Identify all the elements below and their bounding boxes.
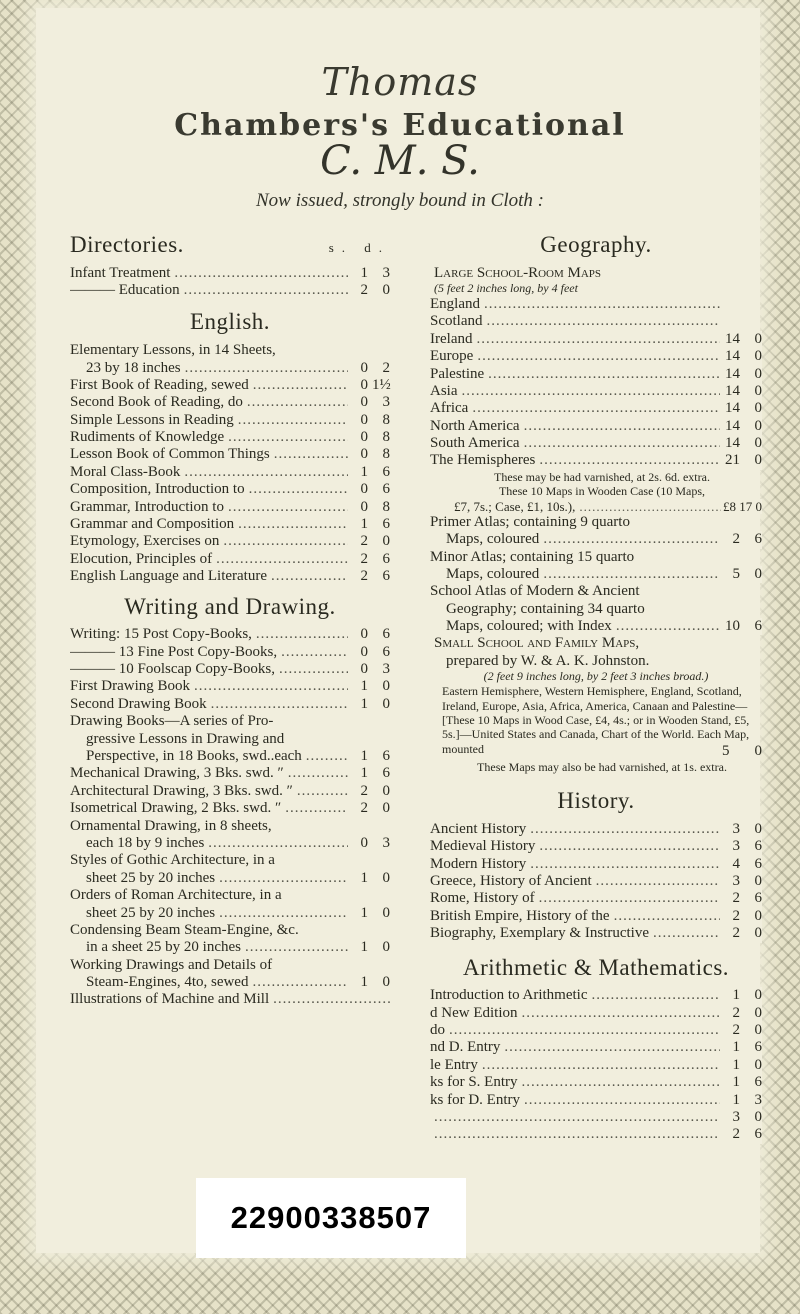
catalogue-entry bbox=[70, 661, 390, 678]
section-title-history: History. bbox=[557, 788, 635, 814]
catalogue-entry bbox=[70, 765, 390, 782]
entry-title: in a sheet 25 by 20 inches bbox=[86, 939, 241, 956]
catalogue-entry bbox=[430, 873, 762, 890]
entry-title: England bbox=[430, 295, 480, 312]
catalogue-entry bbox=[70, 905, 390, 922]
catalogue-entry-line: Minor Atlas; containing 15 quarto bbox=[430, 548, 635, 565]
catalogue-entry bbox=[430, 313, 762, 330]
price-pence: 6 bbox=[754, 1126, 762, 1143]
price-pence: 0 bbox=[382, 974, 390, 991]
price-shillings: 1 bbox=[732, 1056, 740, 1073]
right-column bbox=[430, 230, 762, 1144]
catalogue-entry bbox=[70, 748, 390, 765]
price-pence: 6 bbox=[382, 626, 390, 643]
price-shillings: 14 bbox=[725, 382, 740, 399]
currency-heading: s. d. bbox=[328, 240, 390, 255]
catalogue-entry bbox=[430, 1126, 762, 1143]
entry-title: Biography, Exemplary & Instructive bbox=[430, 925, 649, 942]
entry-title: Modern History bbox=[430, 855, 527, 872]
entry-title: Isometrical Drawing, 2 Bks. swd. ″ bbox=[70, 800, 282, 817]
entry-title: Simple Lessons in Reading bbox=[70, 411, 234, 428]
price-pence: 8 bbox=[382, 429, 390, 446]
catalogue-entry bbox=[430, 383, 762, 400]
price-shillings: 14 bbox=[725, 365, 740, 382]
section-title-english: English. bbox=[189, 309, 271, 335]
directories-list bbox=[70, 265, 390, 300]
entry-title: Grammar, Introduction to bbox=[70, 498, 224, 515]
catalogue-entry-line: Drawing Books—A series of Pro- bbox=[70, 713, 274, 730]
entry-title: Introduction to Arithmetic bbox=[430, 987, 588, 1004]
entry-title: First Book of Reading, sewed bbox=[70, 376, 249, 393]
entry-title: each 18 by 9 inches bbox=[86, 834, 205, 851]
price-pence: 0 bbox=[754, 987, 762, 1004]
entry-title: Greece, History of Ancient bbox=[430, 872, 592, 889]
catalogue-entry bbox=[430, 348, 762, 365]
handwritten-scribble: C. M. S. bbox=[320, 138, 480, 184]
catalogue-entry bbox=[430, 1057, 762, 1074]
price-pence: 0 bbox=[754, 452, 762, 469]
case-price-row bbox=[430, 499, 762, 514]
price-shillings: 0 bbox=[360, 376, 368, 393]
price-shillings: 14 bbox=[725, 417, 740, 434]
large-maps-list bbox=[430, 296, 762, 470]
catalogue-entry-line: School Atlas of Modern & Ancient bbox=[430, 583, 640, 600]
price-shillings: 2 bbox=[360, 282, 368, 299]
catalogue-entry bbox=[430, 618, 762, 635]
catalogue-entry-line: Elementary Lessons, in 14 Sheets, bbox=[70, 342, 276, 359]
price-shillings: 0 bbox=[360, 411, 368, 428]
catalogue-entry bbox=[70, 551, 390, 568]
entry-title: Second Drawing Book bbox=[70, 695, 207, 712]
entry-title: ——— 10 Foolscap Copy-Books, bbox=[70, 661, 276, 678]
catalogue-entry bbox=[430, 331, 762, 348]
catalogue-entry bbox=[70, 870, 390, 887]
price-pence: 3 bbox=[382, 661, 390, 678]
price-shillings: 1 bbox=[360, 748, 368, 764]
entry-title: English Language and Literature bbox=[70, 568, 268, 585]
catalogue-entry bbox=[430, 838, 762, 855]
entry-title: nd D. Entry bbox=[430, 1039, 501, 1056]
entry-title: Etymology, Exercises on bbox=[70, 533, 220, 550]
price-pence: 8 bbox=[382, 411, 390, 428]
case-price: £8 17 0 bbox=[723, 498, 762, 514]
entry-title: Moral Class-Book bbox=[70, 463, 181, 480]
price-pence: 0 bbox=[754, 907, 762, 924]
price-shillings: 0 bbox=[360, 626, 368, 643]
catalogue-entry bbox=[70, 360, 390, 377]
entry-title: ——— 13 Fine Post Copy-Books, bbox=[70, 643, 278, 660]
entry-title: Medieval History bbox=[430, 838, 536, 855]
small-maps-d: 0 bbox=[754, 742, 762, 759]
price-shillings: 3 bbox=[732, 838, 740, 855]
small-maps-by: prepared by W. & A. K. Johnston. bbox=[446, 652, 650, 669]
catalogue-entry bbox=[430, 531, 762, 548]
price-pence: 6 bbox=[382, 643, 390, 660]
price-shillings: 1 bbox=[732, 1074, 740, 1091]
price-pence: 3 bbox=[382, 394, 390, 411]
entry-title: British Empire, History of the bbox=[430, 907, 610, 924]
catalogue-entry bbox=[430, 856, 762, 873]
price-shillings: 0 bbox=[360, 661, 368, 678]
small-maps-list-text: Eastern Hemisphere, Western Hemisphere, England, Scotland, Ireland, Europe, Asia, Africa, America, Canaan and Palestine—[These 10 Maps in Wood Case, £4, 4s.; or in Wooden Stand, £5, 5s.]—United States and Canada, Chart of the World. Each Map, mounted bbox=[442, 684, 750, 756]
price-pence: 0 bbox=[754, 1021, 762, 1038]
catalogue-entry bbox=[70, 644, 390, 661]
catalogue-entry-line: Geography; containing 34 quarto bbox=[446, 600, 645, 617]
price-pence: 0 bbox=[754, 925, 762, 942]
handwritten-owner-name: Thomas bbox=[321, 60, 479, 104]
price-pence: 0 bbox=[754, 382, 762, 399]
catalogue-entry bbox=[430, 435, 762, 452]
price-pence: 8 bbox=[382, 446, 390, 463]
price-shillings: 0 bbox=[360, 446, 368, 463]
catalogue-entry bbox=[430, 1092, 762, 1109]
left-column bbox=[70, 230, 390, 1009]
catalogue-entry bbox=[70, 991, 390, 1008]
price-shillings: 2 bbox=[732, 907, 740, 924]
catalogue-entry bbox=[70, 377, 390, 394]
varnish-note: These may be had varnished, at 2s. 6d. extra. bbox=[494, 469, 710, 484]
entry-title: Asia bbox=[430, 382, 458, 399]
catalogue-entry bbox=[70, 568, 390, 585]
catalogue-entry bbox=[430, 366, 762, 383]
price-shillings: 4 bbox=[732, 855, 740, 872]
catalogue-entry bbox=[70, 939, 390, 956]
entry-title: Scotland bbox=[430, 313, 483, 330]
price-shillings: 2 bbox=[732, 1004, 740, 1021]
catalogue-entry bbox=[430, 1022, 762, 1039]
entry-title: First Drawing Book bbox=[70, 678, 190, 695]
entry-title: Rudiments of Knowledge bbox=[70, 429, 225, 446]
price-shillings: 2 bbox=[360, 533, 368, 550]
price-pence: 0 bbox=[382, 939, 390, 956]
entry-title bbox=[430, 1109, 432, 1125]
price-shillings: 0 bbox=[360, 429, 368, 446]
case-note: These 10 Maps in Wooden Case (10 Maps, bbox=[498, 484, 706, 499]
price-shillings: 3 bbox=[732, 872, 740, 889]
catalogue-entry bbox=[70, 394, 390, 411]
catalogue-entry bbox=[70, 800, 390, 817]
entry-title: Illustrations of Machine and Mill bbox=[70, 991, 270, 1008]
page-subtitle: Now issued, strongly bound in Cloth : bbox=[255, 190, 544, 211]
catalogue-entry bbox=[70, 499, 390, 516]
price-shillings: 2 bbox=[732, 890, 740, 907]
catalogue-entry bbox=[430, 890, 762, 907]
price-shillings: 3 bbox=[732, 1108, 740, 1125]
price-shillings: 1 bbox=[732, 1091, 740, 1108]
price-shillings: 3 bbox=[732, 820, 740, 837]
catalogue-entry bbox=[430, 908, 762, 925]
english-list bbox=[70, 342, 390, 585]
price-shillings: 1 bbox=[360, 974, 368, 991]
price-shillings: 10 bbox=[725, 618, 740, 635]
catalogue-entry bbox=[70, 783, 390, 800]
catalogue-entry bbox=[430, 452, 762, 469]
library-barcode-label bbox=[196, 1178, 466, 1258]
atlas-list bbox=[430, 514, 762, 636]
small-maps-s: 5 bbox=[722, 742, 730, 759]
price-pence: 0 bbox=[754, 435, 762, 452]
entry-title: Maps, coloured; with Index bbox=[446, 618, 612, 635]
catalogue-entry bbox=[430, 566, 762, 583]
price-shillings: 0 bbox=[360, 481, 368, 498]
catalogue-entry bbox=[70, 446, 390, 463]
catalogue-entry bbox=[430, 925, 762, 942]
price-shillings: 1 bbox=[360, 869, 368, 886]
price-shillings: 2 bbox=[360, 550, 368, 567]
price-shillings: 0 bbox=[360, 643, 368, 660]
price-pence: 0 bbox=[754, 565, 762, 582]
price-pence: 2 bbox=[382, 359, 390, 376]
catalogue-entry-line: Ornamental Drawing, in 8 sheets, bbox=[70, 817, 272, 834]
catalogue-entry bbox=[70, 974, 390, 991]
price-pence: 6 bbox=[754, 855, 762, 872]
price-shillings: 5 bbox=[732, 565, 740, 582]
price-pence: 6 bbox=[754, 838, 762, 855]
entry-title: Infant Treatment bbox=[70, 264, 171, 281]
price-shillings: 14 bbox=[725, 400, 740, 417]
entry-title: 23 by 18 inches bbox=[86, 359, 181, 376]
catalogue-entry-line: Working Drawings and Details of bbox=[70, 956, 273, 973]
price-pence: 0 bbox=[382, 282, 390, 299]
price-shillings: 1 bbox=[732, 987, 740, 1004]
large-maps-title: Large School-Room Maps bbox=[434, 264, 602, 281]
entry-title: Ancient History bbox=[430, 820, 527, 837]
price-pence: 1½ bbox=[372, 376, 391, 393]
entry-title bbox=[430, 1126, 432, 1142]
entry-title: Rome, History of bbox=[430, 890, 535, 907]
price-shillings: 1 bbox=[360, 695, 368, 712]
price-pence: 6 bbox=[754, 618, 762, 635]
price-shillings: 1 bbox=[360, 904, 368, 921]
price-pence: 3 bbox=[754, 1091, 762, 1108]
catalogue-entry-line: Styles of Gothic Architecture, in a bbox=[70, 852, 275, 869]
price-pence: 0 bbox=[382, 904, 390, 921]
price-shillings: 1 bbox=[732, 1039, 740, 1056]
entry-title: Writing: 15 Post Copy-Books, bbox=[70, 626, 252, 643]
case-note-2: £7, 7s.; Case, £1, 10s.), bbox=[454, 498, 576, 514]
price-pence: 6 bbox=[754, 890, 762, 907]
price-pence: 0 bbox=[754, 365, 762, 382]
price-shillings: 1 bbox=[360, 678, 368, 695]
section-title-writing: Writing and Drawing. bbox=[124, 593, 336, 619]
entry-title: Perspective, in 18 Books, swd..each bbox=[86, 748, 302, 764]
price-pence: 0 bbox=[754, 1056, 762, 1073]
price-shillings: 1 bbox=[360, 516, 368, 533]
entry-title: ——— Education bbox=[70, 282, 180, 299]
price-pence: 6 bbox=[382, 516, 390, 533]
price-shillings: 2 bbox=[732, 925, 740, 942]
arithmetic-list bbox=[430, 987, 762, 1144]
catalogue-entry bbox=[70, 429, 390, 446]
price-shillings: 2 bbox=[360, 782, 368, 799]
price-pence: 3 bbox=[382, 834, 390, 851]
entry-title: le Entry bbox=[430, 1056, 478, 1073]
catalogue-entry bbox=[70, 835, 390, 852]
price-pence: 0 bbox=[382, 869, 390, 886]
price-shillings: 0 bbox=[360, 394, 368, 411]
price-pence: 0 bbox=[754, 1108, 762, 1125]
entry-title: Elocution, Principles of bbox=[70, 550, 213, 567]
catalogue-entry bbox=[430, 1005, 762, 1022]
price-pence: 0 bbox=[754, 400, 762, 417]
section-title-geography: Geography. bbox=[540, 232, 652, 257]
price-pence: 0 bbox=[382, 800, 390, 817]
entry-title: Architectural Drawing, 3 Bks. swd. ″ bbox=[70, 782, 293, 799]
price-shillings: 14 bbox=[725, 435, 740, 452]
price-pence: 0 bbox=[382, 678, 390, 695]
catalogue-entry bbox=[430, 1074, 762, 1091]
price-pence: 6 bbox=[754, 1074, 762, 1091]
page-title: Chambers's Educational bbox=[174, 108, 626, 143]
price-shillings: 14 bbox=[725, 348, 740, 365]
small-maps-size: (2 feet 9 inches long, by 2 feet 3 inches broad.) bbox=[483, 669, 709, 684]
catalogue-entry bbox=[70, 412, 390, 429]
catalogue-entry bbox=[430, 418, 762, 435]
catalogue-entry bbox=[70, 282, 390, 299]
section-title-directories: Directories. bbox=[70, 232, 184, 257]
price-shillings: 21 bbox=[725, 452, 740, 469]
catalogue-entry bbox=[70, 696, 390, 713]
price-pence: 8 bbox=[382, 498, 390, 515]
entry-title: Palestine bbox=[430, 365, 485, 382]
catalogue-entry-line: gressive Lessons in Drawing and bbox=[86, 730, 285, 747]
entry-title: Africa bbox=[430, 400, 469, 417]
price-pence: 0 bbox=[382, 533, 390, 550]
price-pence: 6 bbox=[382, 463, 390, 480]
entry-title: Composition, Introduction to bbox=[70, 481, 245, 498]
entry-title: sheet 25 by 20 inches bbox=[86, 904, 216, 921]
catalogue-entry bbox=[430, 400, 762, 417]
price-shillings: 2 bbox=[732, 1021, 740, 1038]
entry-title: Europe bbox=[430, 348, 474, 365]
price-shillings: 1 bbox=[360, 463, 368, 480]
price-pence: 0 bbox=[754, 330, 762, 347]
large-maps-size: (5 feet 2 inches long, by 4 feet bbox=[434, 281, 578, 296]
small-maps-note: These Maps may also be had varnished, at 1s. extra. bbox=[477, 759, 727, 774]
entry-title: North America bbox=[430, 417, 520, 434]
catalogue-entry bbox=[430, 821, 762, 838]
price-pence: 6 bbox=[754, 531, 762, 548]
entry-title: Steam-Engines, 4to, sewed bbox=[86, 974, 249, 991]
entry-title: South America bbox=[430, 435, 520, 452]
price-shillings: 0 bbox=[360, 834, 368, 851]
price-shillings: 1 bbox=[360, 939, 368, 956]
price-shillings: 0 bbox=[360, 498, 368, 515]
section-title-arithmetic: Arithmetic & Mathematics. bbox=[462, 954, 730, 980]
price-shillings: 1 bbox=[360, 264, 368, 281]
writing-list bbox=[70, 626, 390, 1009]
library-barcode-number: 22900338507 bbox=[230, 1200, 432, 1235]
catalogue-entry bbox=[70, 516, 390, 533]
price-pence: 6 bbox=[382, 765, 390, 782]
catalogue-entry-line: Condensing Beam Steam-Engine, &c. bbox=[70, 921, 299, 938]
price-pence: 0 bbox=[754, 348, 762, 365]
entry-title: Maps, coloured bbox=[446, 565, 540, 582]
price-pence: 6 bbox=[382, 481, 390, 498]
price-shillings: 0 bbox=[360, 359, 368, 376]
entry-title: ks for S. Entry bbox=[430, 1074, 518, 1091]
section-directories bbox=[70, 232, 390, 259]
catalogue-entry bbox=[70, 464, 390, 481]
catalogue-entry bbox=[70, 533, 390, 550]
entry-title: Maps, coloured bbox=[446, 531, 540, 548]
entry-title: The Hemispheres bbox=[430, 452, 536, 469]
catalogue-entry bbox=[430, 1039, 762, 1056]
price-shillings: 2 bbox=[732, 531, 740, 548]
small-maps-list bbox=[430, 684, 762, 759]
catalogue-entry bbox=[70, 678, 390, 695]
entry-title: sheet 25 by 20 inches bbox=[86, 869, 216, 886]
catalogue-entry bbox=[430, 987, 762, 1004]
price-shillings: 2 bbox=[360, 568, 368, 585]
price-shillings: 1 bbox=[360, 765, 368, 782]
price-pence: 0 bbox=[754, 417, 762, 434]
price-pence: 0 bbox=[382, 782, 390, 799]
entry-title: do bbox=[430, 1021, 445, 1038]
price-pence: 0 bbox=[754, 872, 762, 889]
price-pence: 3 bbox=[382, 264, 390, 281]
price-pence: 0 bbox=[382, 695, 390, 712]
entry-title: Mechanical Drawing, 3 Bks. swd. ″ bbox=[70, 765, 284, 782]
entry-title: Lesson Book of Common Things bbox=[70, 446, 270, 463]
entry-title: Second Book of Reading, do bbox=[70, 394, 243, 411]
price-pence: 0 bbox=[754, 820, 762, 837]
entry-title: Grammar and Composition bbox=[70, 516, 235, 533]
catalogue-entry bbox=[70, 626, 390, 643]
price-pence: 6 bbox=[754, 1039, 762, 1056]
price-pence: 6 bbox=[382, 550, 390, 567]
small-maps-title: Small School and Family Maps, bbox=[434, 635, 640, 652]
price-shillings: 2 bbox=[732, 1126, 740, 1143]
price-shillings: 14 bbox=[725, 330, 740, 347]
entry-title: Ireland bbox=[430, 330, 473, 347]
price-pence: 6 bbox=[382, 748, 390, 764]
entry-title: d New Edition bbox=[430, 1004, 518, 1021]
price-shillings: 2 bbox=[360, 800, 368, 817]
price-pence: 0 bbox=[754, 1004, 762, 1021]
catalogue-entry bbox=[430, 296, 762, 313]
catalogue-entry bbox=[70, 481, 390, 498]
history-list bbox=[430, 821, 762, 943]
price-pence: 6 bbox=[382, 568, 390, 585]
catalogue-entry-line: Orders of Roman Architecture, in a bbox=[70, 887, 282, 904]
entry-title: ks for D. Entry bbox=[430, 1091, 520, 1108]
catalogue-entry bbox=[430, 1109, 762, 1126]
catalogue-entry-line: Primer Atlas; containing 9 quarto bbox=[430, 513, 630, 530]
catalogue-entry bbox=[70, 265, 390, 282]
